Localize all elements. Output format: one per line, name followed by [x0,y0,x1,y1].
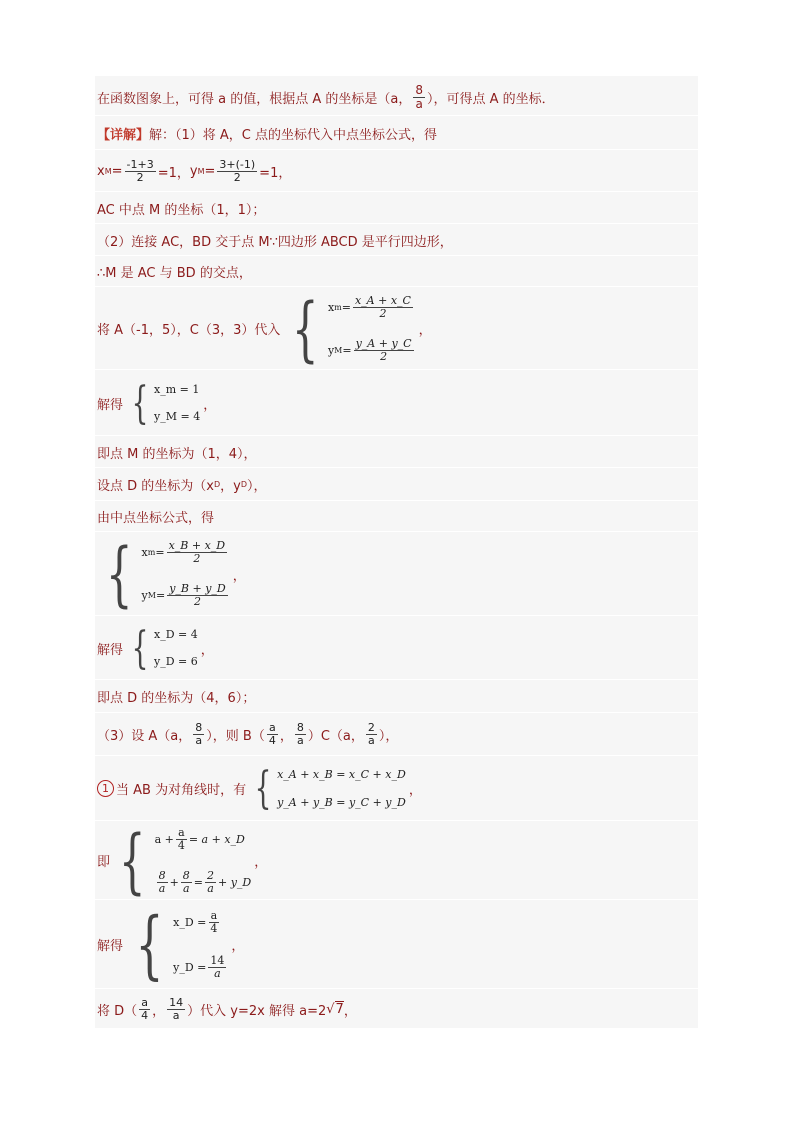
brace: { [131,622,149,674]
text: 在函数图象上，可得 a 的值，根据点 A 的坐标是（a， [97,92,412,107]
fraction [267,722,278,747]
text: = [204,163,216,179]
text: ， [231,939,245,954]
numerator: 8 [195,721,203,734]
denominator: 4 [268,734,276,747]
fraction [208,955,226,980]
text: 将 A（-1，5），C（3，3）代入 [97,323,281,338]
text: = [155,546,165,559]
fraction [167,583,228,608]
numerator: a [268,721,276,734]
formula-line [95,757,698,821]
numerator: 8 [296,721,304,734]
equation-system [249,763,406,814]
fraction [176,827,187,852]
numerator: 2 [207,868,214,882]
fraction [295,722,306,747]
text: ）C（a， [307,729,364,744]
formula-line [95,819,698,902]
numerator: a [141,995,149,1009]
equation-system [283,288,415,370]
formula-line [95,371,698,436]
text: = [155,589,166,602]
numerator: 14 [169,995,184,1009]
text: y [189,163,198,179]
brace: { [131,377,149,429]
fraction [181,870,192,895]
numerator: 8 [415,83,423,97]
text: =1， [259,165,292,181]
numerator: y_A + y_C [355,336,412,350]
numerator: 3+(-1) [219,157,256,171]
text-line [95,681,698,713]
text: ， [343,1003,357,1019]
denominator: a [158,881,166,895]
subscript: D [213,480,221,489]
subscript: M [334,345,343,355]
numerator: x_B + x_D [168,539,226,552]
equation-system [110,820,251,902]
formula-line [95,151,698,192]
text-line [95,80,698,116]
text: =1， [157,165,190,181]
subscript: M [147,591,156,600]
radicand: 7 [335,1002,344,1017]
detail-tag: 【详解】 [97,127,150,143]
system-lines [155,820,252,902]
text: ），则 B（ [206,729,265,744]
denominator: 2 [233,170,241,184]
text-line [95,502,698,532]
text: ）， [378,729,399,744]
text: ， [279,729,293,744]
equation: x_m = 1 [154,382,200,396]
equation: x_A + x_B = x_C + x_D [277,768,406,782]
fraction [167,997,185,1022]
denominator: 2 [193,595,201,608]
fraction [208,910,219,935]
text: 解得 [97,642,124,658]
equation-system [126,378,200,429]
denominator: 2 [379,306,387,320]
text: （3）设 A（a， [97,729,192,744]
denominator: a [172,1008,180,1022]
var: y [327,343,335,357]
text: 即点 M 的坐标为（1，4）， [97,446,257,462]
text: + y_D [218,875,252,889]
numerator: x_A + x_C [354,293,411,307]
text-line [95,437,698,468]
text-line [95,469,698,501]
equation: x_D = 4 [154,627,198,641]
system-lines [173,902,228,988]
fraction [139,997,150,1022]
numerator: 8 [182,868,190,882]
text: a + [154,832,174,846]
numerator: a [210,908,218,922]
denominator: a [296,734,304,747]
system-lines [328,288,416,370]
fraction [157,870,168,895]
text: + [169,875,179,889]
text: x_D = [173,915,207,929]
text: （2）连接 AC，BD 交于点 M∵四边形 ABCD 是平行四边形， [97,234,453,250]
text: y_D = [173,960,207,974]
formula-line [95,533,698,616]
text: ）， [247,479,267,494]
text: AC 中点 M 的坐标（1，1）； [97,202,266,218]
text-line [95,193,698,224]
text: ， [408,783,422,798]
denominator: 2 [136,170,144,184]
fraction [217,159,257,184]
subscript: m [334,302,342,312]
text-line [95,257,698,287]
subscript: D [240,480,248,489]
text: 设点 D 的坐标为（x [97,479,214,494]
equation: y_D = 6 [154,655,198,669]
text: ）代入 y=2x 解得 a=2 [187,1003,327,1019]
system-lines [142,533,230,615]
numerator: a [178,825,185,839]
text: = [111,163,123,179]
formula-line [95,901,698,989]
text-line [95,117,698,150]
formula-line [95,990,698,1029]
text: 由中点坐标公式，得 [97,511,215,526]
text: 当 AB 为对角线时，有 [116,783,247,798]
formula-line [95,617,698,680]
equation-system [97,533,230,615]
text: ， [254,855,268,870]
text: ），可得点 A 的坐标． [427,92,555,107]
fraction [125,159,156,184]
denominator: 4 [210,921,218,935]
fraction [167,540,228,565]
text: 将 D（ [97,1003,138,1019]
text: 解得 [97,939,124,954]
numerator: 8 [158,868,166,882]
var: y [141,589,148,602]
text: ， [152,1003,166,1019]
subscript: M [104,166,112,176]
fraction [193,722,204,747]
text: = [342,343,352,357]
denominator: a [368,734,375,747]
text: 即点 D 的坐标为（4，6）； [97,691,256,706]
text: 解得 [97,397,124,413]
equation-system [126,902,228,988]
fraction [353,295,413,320]
denominator: 2 [193,552,201,565]
numerator: y_B + y_D [169,582,226,595]
numerator: 14 [210,953,225,967]
brace: { [254,763,272,814]
system-lines [277,763,406,814]
text: ，y [220,479,241,494]
fraction [413,84,425,111]
denominator: a [207,881,214,895]
system-lines [154,378,200,429]
text: 解：（1）将 A，C 点的坐标代入中点坐标公式，得 [149,127,438,143]
denominator: a [195,734,203,747]
equation-system [126,623,198,674]
brace: { [105,533,133,615]
fraction [366,722,377,747]
equation: y_A + y_B = y_C + y_D [277,795,406,809]
text: ， [232,568,246,584]
text: ， [418,323,432,338]
subscript: m [147,548,156,557]
formula-line [95,714,698,756]
equation: y_M = 4 [154,410,201,424]
text: ， [200,642,214,658]
brace: { [292,287,320,370]
denominator: 4 [177,838,185,852]
brace: { [118,819,146,902]
text: = a + x_D [188,832,245,846]
fraction [205,870,216,895]
formula-line [95,288,698,370]
var: x [141,546,148,559]
system-lines [154,623,198,674]
text: 即 [97,855,111,870]
numerator: 2 [367,721,375,734]
numerator: -1+3 [126,157,154,171]
denominator: a [415,97,423,111]
subscript: M [197,166,205,176]
text: ， [203,397,217,413]
denominator: 2 [380,349,388,363]
denominator: a [183,881,190,895]
text: = [341,300,351,314]
var: x [327,300,335,314]
denominator: 4 [141,1008,149,1022]
text: = [193,875,203,889]
text: ∴M 是 AC 与 BD 的交点， [97,266,252,281]
text-line [95,225,698,256]
text: x [97,163,105,179]
circled-number: 1 [97,780,114,797]
sqrt-sign: √ [326,1001,335,1017]
denominator: a [214,966,221,980]
brace: { [135,901,164,988]
fraction [354,338,414,363]
